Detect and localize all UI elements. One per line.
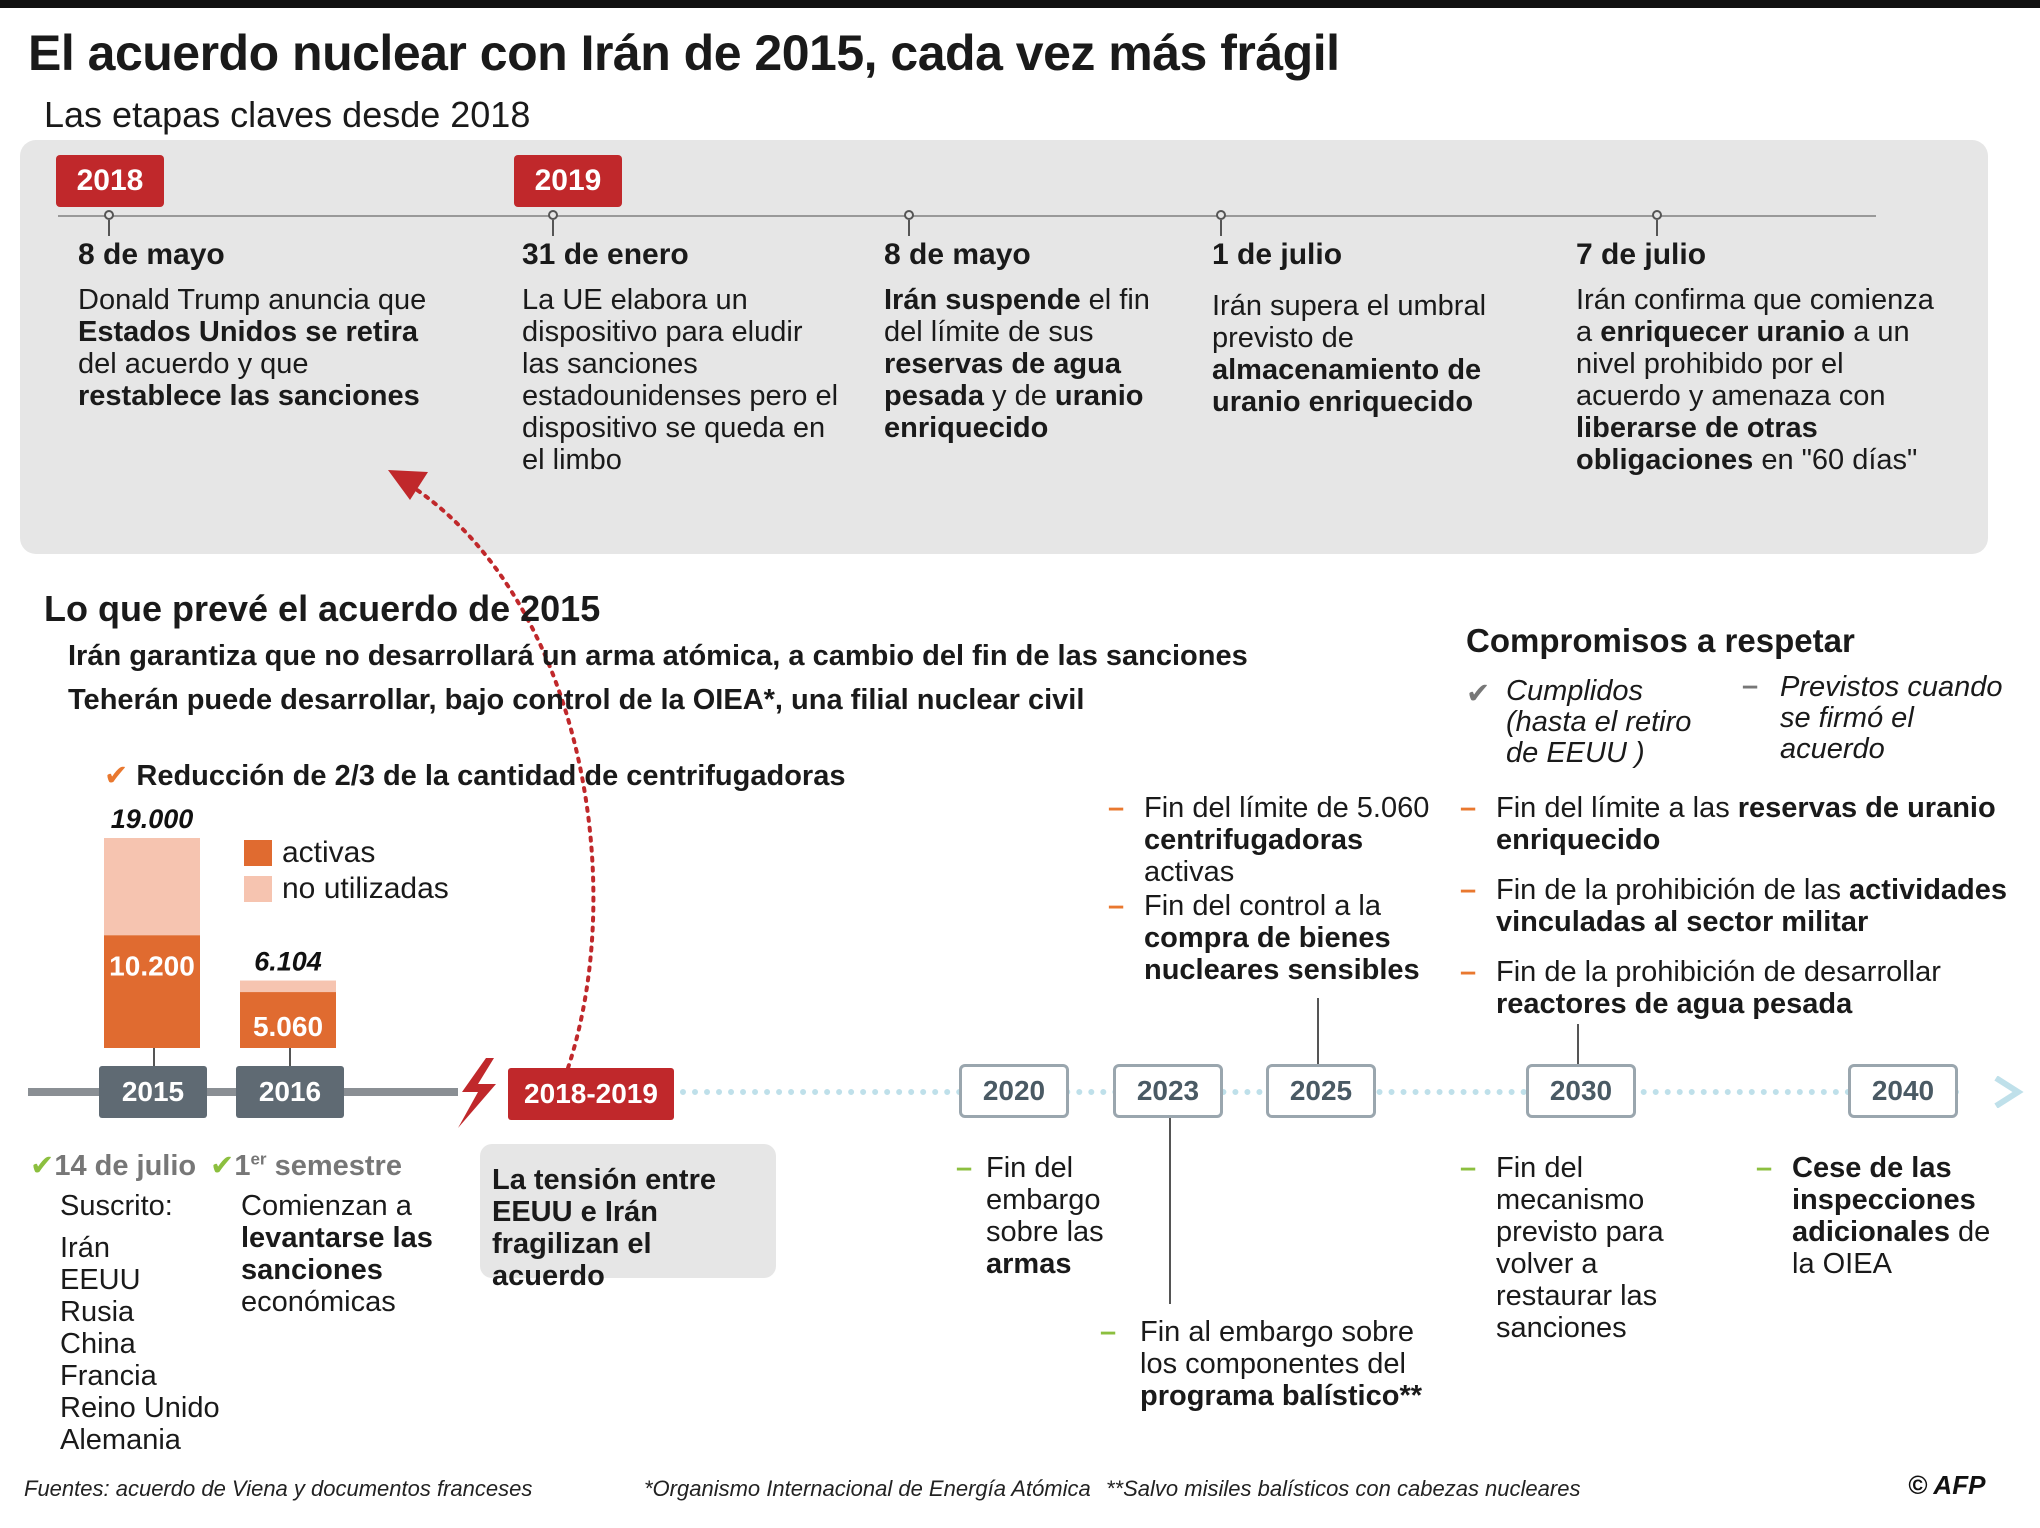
country: Alemania bbox=[60, 1424, 181, 1456]
stage-tick-stem bbox=[552, 220, 554, 236]
stage-date: 8 de mayo bbox=[78, 238, 225, 271]
y2040-item: – Cese de las inspecciones adicionales de la OIEA bbox=[1756, 1152, 1991, 1280]
green-dash-icon: – bbox=[1100, 1316, 1117, 1348]
connector bbox=[1169, 1118, 1171, 1304]
check-icon: ✔ bbox=[30, 1150, 55, 1182]
agreement-title: Lo que prevé el acuerdo de 2015 bbox=[44, 588, 601, 629]
footer-sources: Fuentes: acuerdo de Viena y documentos franceses bbox=[24, 1476, 533, 1501]
bar-2015-unused bbox=[104, 838, 200, 935]
orange-dash-icon: – bbox=[1460, 792, 1477, 824]
y2030-below-item: – Fin del mecanismo previsto para volver a restaurar las sanciones bbox=[1460, 1152, 1664, 1344]
y2025-item-b: – Fin del control a la compra de bienes nucleares sensibles bbox=[1108, 890, 1420, 986]
connector bbox=[1317, 998, 1319, 1066]
footer-note-2: **Salvo misiles balísticos con cabezas nucleares bbox=[1106, 1476, 1581, 1501]
stage-event-4 bbox=[1212, 238, 1532, 418]
year-2016: 2016 bbox=[236, 1066, 344, 1118]
y2030-item-b: – Fin de la prohibición de las actividades vinculadas al sector militar bbox=[1460, 874, 2008, 938]
country: Irán bbox=[60, 1232, 110, 1264]
stage-tick-stem bbox=[908, 220, 910, 236]
tension-text: La tensión entre EEUU e Irán fragilizan el acuerdo bbox=[492, 1164, 716, 1292]
green-dash-icon: – bbox=[1756, 1152, 1773, 1184]
bar-value-label: 5.060 bbox=[252, 1011, 324, 1043]
legend-active: activas bbox=[282, 836, 376, 869]
legend-planned-icon: – bbox=[1742, 670, 1759, 702]
page-title: El acuerdo nuclear con Irán de 2015, cada vez más frágil bbox=[28, 25, 1340, 81]
stage-text: La UE elabora un dispositivo para eludir las sanciones estadounidenses pero el dispositivo se queda en el limbo bbox=[522, 284, 839, 476]
stage-text: Irán suspende el fin del límite de sus reservas de agua pesada y de uranio enriquecido bbox=[884, 284, 1150, 444]
legend-done: Cumplidos (hasta el retiro de EEUU ) bbox=[1506, 675, 1692, 769]
stage-event-5 bbox=[1576, 238, 1956, 476]
legend-planned: Previstos cuando se firmó el acuerdo bbox=[1780, 671, 2003, 765]
stage-text: Irán confirma que comienza a enriquecer uranio a un nivel prohibido por el acuerdo y amenaza con liberarse de otras obligaciones en "60 días" bbox=[1576, 284, 1934, 476]
stage-event-3 bbox=[884, 238, 1174, 444]
stage-date: 1 de julio bbox=[1212, 238, 1343, 271]
arrow-head-icon bbox=[388, 470, 428, 500]
legend-unused: no utilizadas bbox=[282, 872, 449, 905]
y2016-date: ✔1er semestre bbox=[210, 1149, 402, 1182]
year-2040: 2040 bbox=[1848, 1064, 1958, 1118]
stage-event-2 bbox=[522, 238, 842, 476]
stage-tick bbox=[1216, 210, 1226, 220]
top-rule bbox=[0, 0, 2040, 8]
stage-tick-stem bbox=[1656, 220, 1658, 236]
stage-date: 31 de enero bbox=[522, 238, 689, 271]
stage-date: 8 de mayo bbox=[884, 238, 1031, 271]
stages-axis bbox=[58, 215, 1876, 217]
green-dash-icon: – bbox=[1460, 1152, 1477, 1184]
orange-dash-icon: – bbox=[1460, 874, 1477, 906]
footer-note-1: *Organismo Internacional de Energía Atómica bbox=[644, 1476, 1091, 1501]
year-2020: 2020 bbox=[959, 1064, 1069, 1118]
bar-2016-unused bbox=[240, 981, 336, 993]
year-2030: 2030 bbox=[1526, 1064, 1636, 1118]
commitments-title: Compromisos a respetar bbox=[1466, 622, 1855, 659]
stage-tick bbox=[104, 210, 114, 220]
year-2015: 2015 bbox=[99, 1066, 207, 1118]
bar-total-label: 6.104 bbox=[254, 946, 322, 977]
country: Rusia bbox=[60, 1296, 135, 1328]
country: China bbox=[60, 1328, 136, 1360]
y2025-item-a: – Fin del límite de 5.060 centrifugadoras activas bbox=[1108, 792, 1430, 888]
y2030-item-c: – Fin de la prohibición de desarrollar reactores de agua pesada bbox=[1460, 956, 1941, 1020]
page-subtitle: Las etapas claves desde 2018 bbox=[44, 94, 531, 135]
check-icon: ✔ bbox=[104, 760, 129, 792]
reduction-note: ✔ Reducción de 2/3 de la cantidad de centrifugadoras bbox=[104, 760, 846, 792]
year-badge-2018: 2018 bbox=[56, 155, 164, 207]
centrifuge-chart bbox=[90, 800, 470, 1060]
stage-tick bbox=[904, 210, 914, 220]
y2020-item: – Fin del embargo sobre las armas bbox=[956, 1152, 1104, 1280]
legend-swatch-unused bbox=[244, 876, 272, 902]
orange-dash-icon: – bbox=[1460, 956, 1477, 988]
legend-swatch-active bbox=[244, 840, 272, 866]
y2016-text: Comienzan a levantarse las sanciones económicas bbox=[241, 1190, 433, 1318]
green-dash-icon: – bbox=[956, 1152, 973, 1184]
y2030-item-a: – Fin del límite a las reservas de uranio enriquecido bbox=[1460, 792, 1996, 856]
y2015-signed-label: Suscrito: bbox=[60, 1190, 173, 1222]
year-badge-2019: 2019 bbox=[514, 155, 622, 207]
year-2023: 2023 bbox=[1113, 1064, 1223, 1118]
y2015-countries bbox=[60, 1232, 220, 1456]
stage-date: 7 de julio bbox=[1576, 238, 1707, 271]
stage-text: Irán supera el umbral previsto de almacenamiento de uranio enriquecido bbox=[1212, 290, 1487, 418]
agreement-line-2: Teherán puede desarrollar, bajo control de la OIEA*, una filial nuclear civil bbox=[68, 684, 1085, 716]
year-2018-2019: 2018-2019 bbox=[508, 1068, 674, 1120]
bar-total-label: 19.000 bbox=[110, 804, 194, 834]
lightning-icon bbox=[456, 1058, 500, 1128]
arrow-right-icon bbox=[1990, 1076, 2030, 1108]
stage-tick-stem bbox=[1220, 220, 1222, 236]
country: EEUU bbox=[60, 1264, 141, 1296]
y2023-item: – Fin al embargo sobre los componentes del programa balístico** bbox=[1100, 1316, 1423, 1412]
afp-logo: © AFP bbox=[1908, 1470, 1986, 1500]
year-2025: 2025 bbox=[1266, 1064, 1376, 1118]
stage-text: Donald Trump anuncia que Estados Unidos se retira del acuerdo y que restablece las sanciones bbox=[78, 284, 427, 412]
legend-done-icon: ✔ bbox=[1466, 678, 1491, 710]
stage-tick bbox=[1652, 210, 1662, 220]
stage-event-1 bbox=[78, 238, 458, 412]
country: Francia bbox=[60, 1360, 157, 1392]
stage-tick bbox=[548, 210, 558, 220]
check-icon: ✔ bbox=[210, 1150, 235, 1182]
y2015-date: ✔14 de julio bbox=[30, 1150, 197, 1182]
agreement-line-1: Irán garantiza que no desarrollará un arma atómica, a cambio del fin de las sanciones bbox=[68, 640, 1248, 672]
orange-dash-icon: – bbox=[1108, 890, 1125, 922]
stage-tick-stem bbox=[108, 220, 110, 236]
orange-dash-icon: – bbox=[1108, 792, 1125, 824]
country: Reino Unido bbox=[60, 1392, 220, 1424]
connector bbox=[1577, 1024, 1579, 1066]
bar-value-label: 10.200 bbox=[109, 950, 195, 982]
